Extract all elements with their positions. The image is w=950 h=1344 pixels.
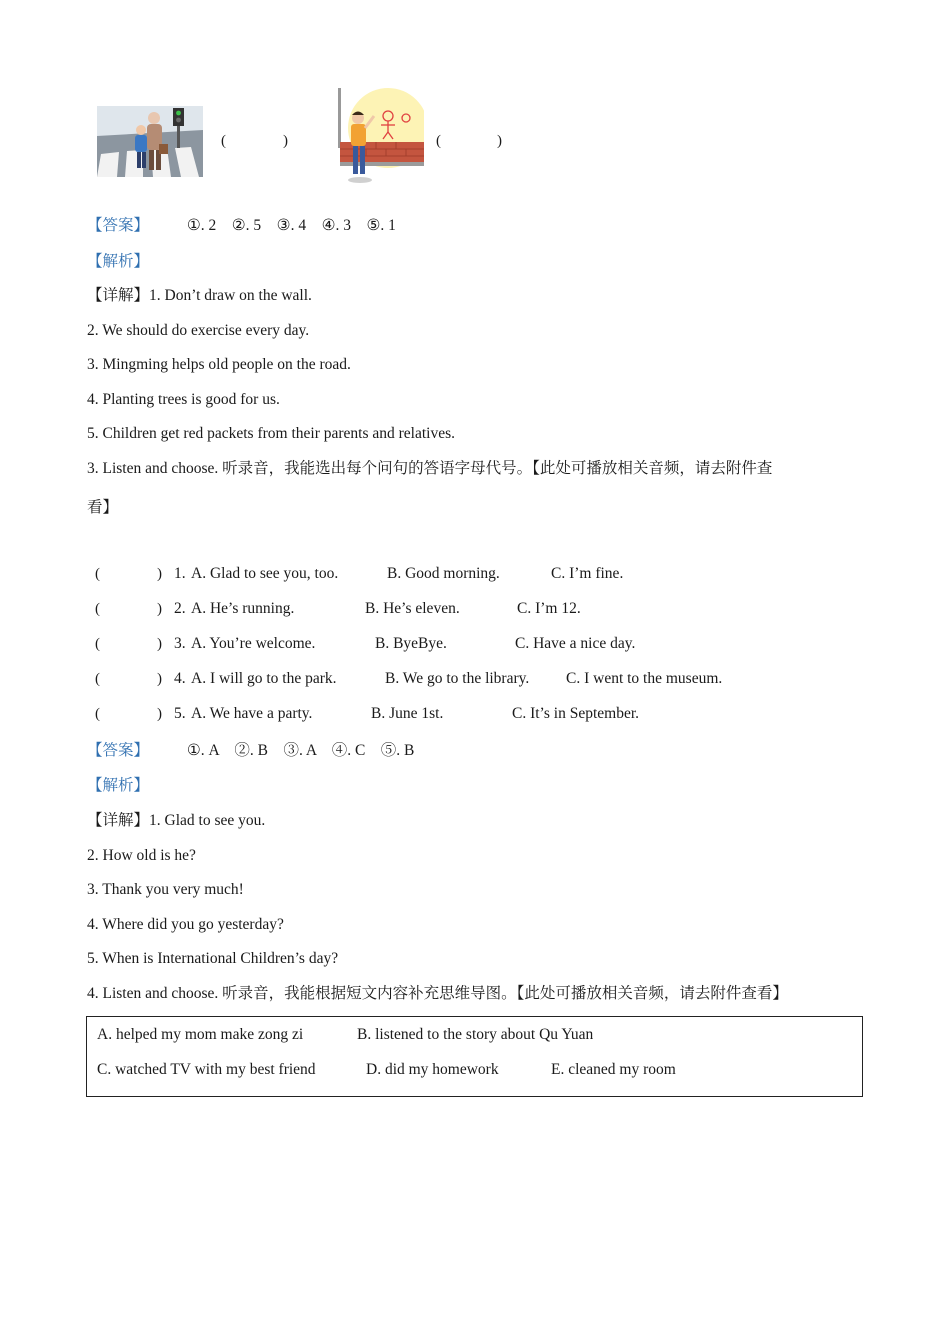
drawing-on-wall-picture [316,88,424,188]
option-b: B. Good morning. [387,565,500,582]
detail-line-1 [87,811,265,831]
question-blank-right: ) [157,706,162,722]
detail-line-5: 5. Children get red packets from their parents and relatives. [87,425,455,442]
question-number: 1. [174,565,186,582]
detail-line-5: 5. When is International Children’s day? [87,950,339,967]
question-blank-left: ( [95,706,100,722]
question-number: 4. [174,670,186,687]
picture2-blank-left: ( [436,133,441,149]
question-blank-right: ) [157,601,162,617]
option-d: D. did my homework [366,1061,499,1078]
question-number: 2. [174,600,186,617]
detail-line-3: 3. Mingming helps old people on the road. [87,356,351,373]
picture1-blank-left: ( [221,133,226,149]
drawing-on-wall-icon [316,88,424,188]
detail-label: 【详解】 [87,812,150,829]
picture1-blank-right: ) [283,133,288,149]
question-blank-left: ( [95,636,100,652]
detail-line-2: 2. We should do exercise every day. [87,322,310,339]
question-blank-left: ( [95,601,100,617]
option-b: B. ByeBye. [375,635,447,652]
analysis-label: 【解析】 [87,253,150,270]
answer-text: ①. A ②. B ③. A ④. C ⑤. B [186,742,415,759]
option-c: C. I’m fine. [551,565,624,582]
option-c: C. It’s in September. [512,705,640,722]
option-a: A. He’s running. [191,600,295,617]
option-b: B. June 1st. [371,705,444,722]
detail-text: 1. Don’t draw on the wall. [149,287,312,304]
detail-text: 1. Glad to see you. [149,812,266,829]
option-a: A. We have a party. [191,705,313,722]
detail-line-4: 4. Where did you go yesterday? [87,916,284,933]
option-a: A. Glad to see you, too. [191,565,339,582]
option-b: B. We go to the library. [385,670,530,687]
option-b: B. He’s eleven. [365,600,460,617]
question-blank-right: ) [157,566,162,582]
detail-line-1 [87,286,312,306]
question-blank-left: ( [95,671,100,687]
option-c: C. watched TV with my best friend [97,1061,316,1078]
question-number: 3. [174,635,186,652]
answer-row-3 [87,741,414,761]
options-box [86,1016,863,1097]
option-a: A. helped my mom make zong zi [97,1026,304,1043]
detail-label: 【详解】 [87,287,150,304]
section3-heading-cont: 看】 [87,499,119,516]
detail-line-3: 3. Thank you very much! [87,881,244,898]
section3-heading: 3. Listen and choose. 听录音，我能选出每个问句的答语字母代号。【此处可播放相关音频，请去附件查 [87,460,773,477]
crossing-road-icon [97,106,203,177]
option-e: E. cleaned my room [551,1061,676,1078]
option-c: C. I went to the museum. [566,670,723,687]
detail-line-4: 4. Planting trees is good for us. [87,391,280,408]
question-blank-right: ) [157,671,162,687]
answer-label: 【答案】 [87,742,150,759]
section4-heading: 4. Listen and choose. 听录音，我能根据短文内容补充思维导图。【此处可播放相关音频，请去附件查看】 [87,985,788,1002]
option-b: B. listened to the story about Qu Yuan [357,1026,594,1043]
question-number: 5. [174,705,186,722]
crossing-road-picture [97,106,203,177]
option-a: A. I will go to the park. [191,670,337,687]
answer-row-2 [87,216,396,236]
answer-label: 【答案】 [87,217,150,234]
option-c: C. Have a nice day. [515,635,636,652]
option-c: C. I’m 12. [517,600,581,617]
answer-text: ①. 2 ②. 5 ③. 4 ④. 3 ⑤. 1 [186,217,396,234]
picture2-blank-right: ) [497,133,502,149]
detail-line-2: 2. How old is he? [87,847,196,864]
option-a: A. You’re welcome. [191,635,316,652]
question-blank-right: ) [157,636,162,652]
analysis-label: 【解析】 [87,777,150,794]
question-blank-left: ( [95,566,100,582]
